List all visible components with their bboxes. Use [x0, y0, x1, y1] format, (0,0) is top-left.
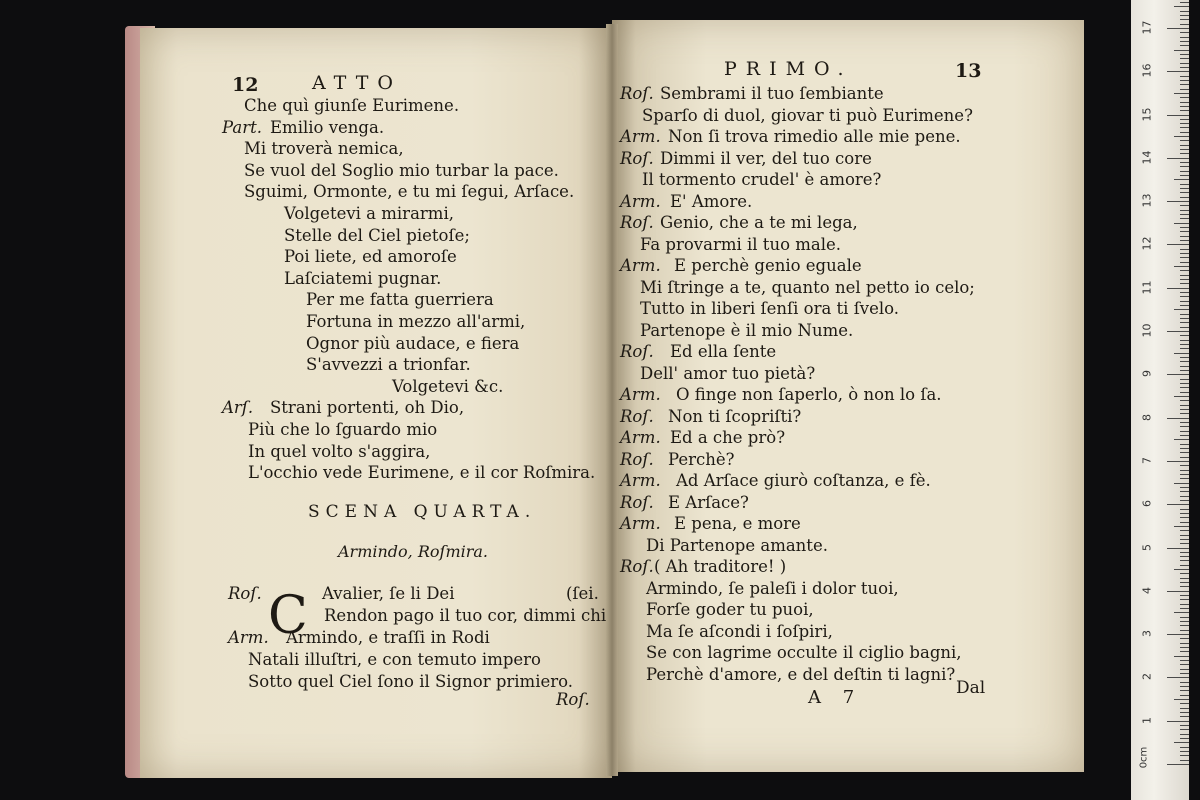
ruler-number: 15 — [1140, 107, 1154, 121]
ruler-number: 14 — [1140, 150, 1154, 165]
ruler-tick — [1174, 266, 1189, 267]
ruler-tick — [1167, 374, 1189, 375]
ruler-tick — [1167, 548, 1189, 549]
verse-line: Perchè d'amore, e del deſtin ti lagni? — [646, 664, 956, 684]
ruler-tick — [1180, 573, 1189, 574]
ruler-tick — [1180, 45, 1189, 46]
ruler-number: 3 — [1140, 630, 1154, 638]
ruler-tick — [1167, 677, 1189, 678]
verse-line: Emilio venga. — [270, 117, 385, 137]
ruler-tick — [1180, 19, 1189, 20]
ruler-tick — [1180, 599, 1189, 600]
ruler-tick — [1180, 747, 1189, 748]
ruler-number: 5 — [1140, 543, 1154, 551]
verse-line: Sguimi, Ormonte, e tu mi ſegui, Arſace. — [244, 182, 575, 202]
ruler-tick — [1180, 383, 1189, 384]
ruler-number: 10 — [1140, 323, 1154, 338]
ruler-tick — [1180, 370, 1189, 371]
verse-line: Sotto quel Ciel ſono il Signor primiero. — [248, 672, 574, 691]
ruler-tick — [1174, 439, 1189, 440]
ruler-tick — [1180, 175, 1189, 176]
verse-line: Perchè? — [668, 449, 735, 469]
verse-line: Fa provarmi il tuo male. — [640, 234, 842, 254]
verse-line: E perchè genio eguale — [674, 256, 862, 275]
scene-characters: Armindo, Roſmira. — [338, 542, 489, 561]
ruler-tick — [1174, 353, 1189, 354]
ruler-tick — [1180, 344, 1189, 345]
ruler-tick — [1174, 612, 1189, 613]
ruler-tick — [1174, 569, 1189, 570]
ruler-tick — [1180, 132, 1189, 133]
ruler-tick — [1174, 483, 1189, 484]
ruler-tick — [1180, 595, 1189, 596]
drop-cap: C — [268, 586, 308, 646]
verse-line: Fortuna in mezzo all'armi, — [306, 312, 526, 331]
ruler-number: 1 — [1140, 716, 1154, 724]
verse-line: Non ſi trova rimedio alle mie pene. — [668, 127, 961, 146]
ruler-tick — [1180, 249, 1189, 250]
ruler-tick — [1167, 28, 1189, 29]
ruler-tick — [1180, 231, 1189, 232]
speaker-label: Roſ. — [620, 84, 654, 103]
verse-line: Stelle del Ciel pietoſe; — [284, 225, 470, 245]
ruler-tick — [1167, 158, 1189, 159]
ruler-number: 16 — [1140, 63, 1154, 78]
speaker-label: Roſ. — [620, 148, 654, 168]
ruler-tick — [1174, 136, 1189, 137]
ruler-tick — [1180, 695, 1189, 696]
ruler-tick — [1180, 760, 1189, 761]
ruler-tick — [1180, 270, 1189, 271]
ruler-tick — [1167, 244, 1189, 245]
ruler-tick — [1180, 448, 1189, 449]
verse-line: L'occhio vede Eurimene, e il cor Roſmira. — [248, 463, 596, 483]
ruler-tick — [1180, 41, 1189, 42]
ruler-tick — [1180, 292, 1189, 293]
ruler-tick — [1174, 526, 1189, 527]
ruler-tick — [1180, 361, 1189, 362]
ruler-tick — [1180, 517, 1189, 518]
speaker-label: Roſ. — [620, 406, 654, 426]
ruler-tick — [1180, 205, 1189, 206]
book-gutter — [606, 24, 618, 776]
verse-line: S'avvezzi a trionfar. — [306, 355, 471, 375]
verse-line: Volgetevi a mirarmi, — [284, 204, 454, 223]
speaker-label: Arm. — [620, 385, 661, 404]
ruler-tick — [1180, 582, 1189, 583]
ruler-tick — [1180, 67, 1189, 68]
ruler-tick — [1167, 634, 1189, 635]
ruler-tick — [1180, 387, 1189, 388]
verse-line: Forſe goder tu puoi, — [646, 600, 814, 619]
ruler-tick — [1180, 509, 1189, 510]
scene-title: SCENA QUARTA. — [308, 502, 537, 522]
ruler-tick — [1180, 322, 1189, 323]
verse-line-tail: (ſei. — [566, 584, 599, 603]
ruler-number: 17 — [1140, 20, 1154, 35]
speaker-label: Arm. — [228, 628, 269, 647]
ruler-tick — [1167, 201, 1189, 202]
speaker-label: Roſ. — [620, 557, 654, 576]
ruler-tick — [1180, 227, 1189, 228]
verse-line: Più che lo ſguardo mio — [248, 420, 438, 439]
ruler-tick — [1167, 764, 1189, 765]
ruler-tick — [1180, 283, 1189, 284]
ruler-tick — [1180, 240, 1189, 241]
speaker-label: Arm. — [620, 191, 661, 211]
verse-line: Sembrami il tuo ſembiante — [660, 84, 884, 103]
ruler-tick — [1167, 591, 1189, 592]
speaker-label: Arm. — [620, 256, 661, 275]
ruler-tick — [1180, 15, 1189, 16]
verse-line: Sparſo di duol, giovar ti può Eurimene? — [642, 105, 973, 125]
right-running-header: PRIMO. — [724, 58, 853, 80]
ruler-tick — [1180, 97, 1189, 98]
ruler-tick — [1180, 625, 1189, 626]
ruler-tick — [1180, 708, 1189, 709]
ruler-tick — [1180, 435, 1189, 436]
ruler-tick — [1180, 478, 1189, 479]
ruler-tick — [1180, 76, 1189, 77]
ruler-tick — [1180, 366, 1189, 367]
left-running-header: ATTO — [312, 72, 402, 94]
ruler-tick — [1167, 115, 1189, 116]
ruler-tick — [1180, 522, 1189, 523]
ruler-tick — [1180, 751, 1189, 752]
left-catchword: Roſ. — [556, 690, 590, 709]
ruler-tick — [1180, 716, 1189, 717]
ruler-tick — [1180, 257, 1189, 258]
ruler-tick — [1174, 699, 1189, 700]
ruler-tick — [1180, 162, 1189, 163]
speaker-label: Part. — [222, 117, 262, 137]
verse-line: Poi liete, ed amoroſe — [284, 247, 457, 267]
ruler-tick — [1180, 253, 1189, 254]
ruler-tick — [1180, 578, 1189, 579]
ruler-tick — [1180, 106, 1189, 107]
ruler-tick — [1167, 331, 1189, 332]
ruler-tick — [1180, 84, 1189, 85]
ruler-tick — [1180, 400, 1189, 401]
ruler-tick — [1180, 470, 1189, 471]
verse-line: Ognor più audace, e fiera — [306, 333, 520, 353]
verse-line: Mi ſtringe a te, quanto nel petto io celo; — [640, 277, 975, 297]
ruler-tick — [1167, 288, 1189, 289]
ruler-tick — [1180, 431, 1189, 432]
ruler-tick — [1180, 318, 1189, 319]
ruler-tick — [1180, 444, 1189, 445]
verse-line: Mi troverà nemica, — [244, 139, 404, 159]
verse-line: Avalier, ſe li Dei — [322, 584, 455, 603]
ruler-number: 9 — [1140, 370, 1154, 378]
right-catchword: Dal — [956, 678, 986, 698]
ruler-tick — [1180, 145, 1189, 146]
verse-line: Tutto in liberi ſenſi ora ti ſvelo. — [640, 299, 900, 318]
ruler-tick — [1180, 755, 1189, 756]
verse-line: In quel volto s'aggira, — [248, 441, 431, 461]
ruler-tick — [1180, 2, 1189, 3]
ruler-tick — [1180, 426, 1189, 427]
ruler-tick — [1180, 703, 1189, 704]
verse-line: Partenope è il mio Nume. — [640, 320, 854, 340]
verse-line: Per me fatta guerriera — [306, 290, 494, 310]
ruler-tick — [1180, 556, 1189, 557]
ruler-tick — [1180, 465, 1189, 466]
ruler-tick — [1180, 171, 1189, 172]
ruler-tick — [1180, 682, 1189, 683]
ruler-tick — [1180, 63, 1189, 64]
ruler-number: 6 — [1140, 500, 1154, 508]
ruler-tick — [1180, 669, 1189, 670]
ruler-tick — [1180, 565, 1189, 566]
ruler-tick — [1180, 543, 1189, 544]
ruler-tick — [1180, 58, 1189, 59]
speaker-label: Arm. — [620, 428, 661, 447]
ruler-tick — [1180, 452, 1189, 453]
ruler-number: 13 — [1140, 193, 1154, 208]
verse-line: Ad Arſace giurò coſtanza, e fè. — [676, 471, 931, 490]
ruler-tick — [1180, 123, 1189, 124]
ruler-tick — [1180, 604, 1189, 605]
ruler-tick — [1180, 621, 1189, 622]
ruler-tick — [1180, 24, 1189, 25]
ruler-tick — [1180, 725, 1189, 726]
ruler-number: 4 — [1140, 586, 1154, 594]
speaker-label: Roſ. — [620, 492, 654, 512]
ruler-tick — [1180, 192, 1189, 193]
ruler-tick — [1180, 500, 1189, 501]
verse-line: Ma ſe aſcondi i ſoſpiri, — [646, 621, 833, 641]
ruler-tick — [1180, 166, 1189, 167]
speaker-label: Roſ. — [620, 213, 654, 232]
ruler-tick — [1180, 392, 1189, 393]
ruler-tick — [1180, 647, 1189, 648]
ruler-tick — [1167, 71, 1189, 72]
ruler-tick — [1180, 197, 1189, 198]
ruler-tick — [1180, 690, 1189, 691]
ruler-tick — [1180, 660, 1189, 661]
ruler-tick — [1180, 210, 1189, 211]
speaker-label: Arm. — [620, 127, 661, 146]
ruler-tick — [1174, 309, 1189, 310]
ruler-tick — [1180, 236, 1189, 237]
ruler-tick — [1174, 50, 1189, 51]
ruler-tick — [1180, 409, 1189, 410]
speaker-label: Roſ. — [228, 584, 262, 603]
verse-line: Il tormento crudel' è amore? — [642, 170, 882, 189]
speaker-label: Arm. — [620, 514, 661, 533]
ruler-tick — [1180, 738, 1189, 739]
ruler-tick — [1180, 729, 1189, 730]
verse-line: Genio, che a te mi lega, — [660, 213, 858, 232]
verse-line: Dell' amor tuo pietà? — [640, 363, 816, 383]
ruler-number: 7 — [1140, 456, 1154, 464]
ruler-tick — [1180, 539, 1189, 540]
ruler-tick — [1180, 140, 1189, 141]
ruler-tick — [1174, 6, 1189, 7]
ruler-tick — [1180, 153, 1189, 154]
verse-line: Laſciatemi pugnar. — [284, 268, 442, 288]
signature-mark: A 7 — [808, 687, 863, 708]
ruler-tick — [1180, 673, 1189, 674]
speaker-label: Arſ. — [222, 398, 254, 418]
ruler-tick — [1180, 11, 1189, 12]
verse-line: Ed a che prò? — [670, 428, 786, 447]
ruler-tick — [1180, 340, 1189, 341]
ruler-tick — [1180, 535, 1189, 536]
ruler-tick — [1174, 93, 1189, 94]
ruler-tick — [1180, 149, 1189, 150]
ruler-tick — [1180, 357, 1189, 358]
ruler-tick — [1180, 335, 1189, 336]
verse-line: Armindo, ſe paleſi i dolor tuoi, — [646, 578, 899, 598]
ruler-tick — [1180, 643, 1189, 644]
ruler-tick — [1174, 742, 1189, 743]
ruler-number: 2 — [1140, 673, 1154, 681]
ruler-tick — [1180, 54, 1189, 55]
ruler-tick — [1180, 586, 1189, 587]
ruler-tick — [1180, 314, 1189, 315]
verse-line: Volgetevi &c. — [392, 376, 504, 396]
ruler-tick — [1180, 301, 1189, 302]
ruler-tick — [1180, 262, 1189, 263]
ruler-tick — [1180, 119, 1189, 120]
ruler-tick — [1180, 110, 1189, 111]
ruler-tick — [1180, 651, 1189, 652]
ruler-tick — [1180, 712, 1189, 713]
ruler-tick — [1180, 405, 1189, 406]
ruler-tick — [1180, 734, 1189, 735]
ruler-tick — [1180, 184, 1189, 185]
ruler-tick — [1180, 664, 1189, 665]
verse-line: Che quì giunſe Eurimene. — [244, 96, 460, 115]
ruler-tick — [1180, 552, 1189, 553]
verse-line: Se vuol del Soglio mio turbar la pace. — [244, 160, 559, 180]
ruler-number: 11 — [1140, 280, 1154, 295]
ruler-tick — [1180, 513, 1189, 514]
ruler-tick — [1180, 305, 1189, 306]
ruler-tick — [1180, 608, 1189, 609]
verse-line: O finge non ſaperlo, ò non lo ſa. — [676, 385, 942, 404]
ruler-tick — [1180, 218, 1189, 219]
ruler-tick — [1180, 89, 1189, 90]
speaker-label: Roſ. — [620, 449, 654, 469]
ruler-tick — [1167, 418, 1189, 419]
right-page-number: 13 — [955, 60, 982, 82]
measuring-ruler — [1131, 0, 1189, 800]
verse-line: E' Amore. — [670, 191, 753, 211]
ruler-tick — [1180, 422, 1189, 423]
ruler-tick — [1180, 530, 1189, 531]
ruler-tick — [1167, 504, 1189, 505]
verse-line: Natali illuſtri, e con temuto impero — [248, 650, 541, 669]
verse-line: ( Ah traditore! ) — [654, 557, 787, 576]
ruler-tick — [1180, 275, 1189, 276]
ruler-tick — [1180, 491, 1189, 492]
ruler-tick — [1180, 296, 1189, 297]
verse-line: Ed ella ſente — [670, 342, 777, 361]
ruler-unit: 0cm — [1138, 746, 1150, 769]
ruler-tick — [1180, 413, 1189, 414]
ruler-tick — [1180, 127, 1189, 128]
ruler-tick — [1180, 37, 1189, 38]
ruler-tick — [1174, 179, 1189, 180]
left-page-number: 12 — [232, 74, 259, 96]
ruler-tick — [1174, 396, 1189, 397]
verse-line: E Arſace? — [668, 492, 749, 512]
verse-line: Rendon pago il tuo cor, dimmi chi — [324, 606, 607, 625]
ruler-number: 8 — [1140, 413, 1154, 421]
ruler-tick — [1180, 32, 1189, 33]
verse-line: Dimmi il ver, del tuo core — [660, 148, 872, 168]
ruler-tick — [1180, 560, 1189, 561]
ruler-tick — [1174, 656, 1189, 657]
ruler-tick — [1180, 214, 1189, 215]
ruler-tick — [1180, 102, 1189, 103]
ruler-tick — [1180, 188, 1189, 189]
ruler-tick — [1180, 457, 1189, 458]
ruler-tick — [1180, 686, 1189, 687]
speaker-label: Arm. — [620, 471, 661, 490]
ruler-tick — [1180, 80, 1189, 81]
ruler-tick — [1180, 348, 1189, 349]
verse-line: Armindo, e traſſi in Rodi — [286, 628, 490, 647]
ruler-tick — [1167, 461, 1189, 462]
verse-line: Strani portenti, oh Dio, — [270, 398, 465, 418]
ruler-tick — [1180, 617, 1189, 618]
verse-line: Non ti ſcopriſti? — [668, 406, 802, 426]
ruler-tick — [1180, 279, 1189, 280]
ruler-number: 12 — [1140, 236, 1154, 251]
verse-line: Se con lagrime occulte il ciglio bagni, — [646, 643, 962, 662]
ruler-tick — [1180, 487, 1189, 488]
speaker-label: Roſ. — [620, 342, 654, 361]
verse-line: Di Partenope amante. — [646, 535, 828, 555]
ruler-tick — [1174, 223, 1189, 224]
ruler-tick — [1180, 496, 1189, 497]
ruler-tick — [1180, 630, 1189, 631]
ruler-tick — [1180, 327, 1189, 328]
ruler-tick — [1180, 379, 1189, 380]
verse-line: E pena, e more — [674, 514, 801, 533]
ruler-tick — [1180, 474, 1189, 475]
ruler-tick — [1167, 721, 1189, 722]
ruler-tick — [1180, 638, 1189, 639]
